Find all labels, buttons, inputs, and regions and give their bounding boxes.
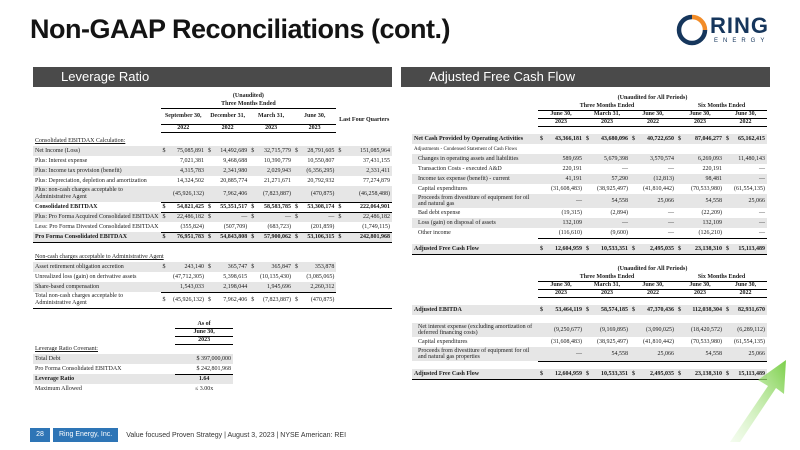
period-label: Three Months Ended [161,100,337,108]
col-year: 2022 [206,124,249,132]
table-row: Capital expenditures (31,608,483) (38,925,497) (41,810,442) (70,533,980) (61,554,135) [418,339,765,345]
table-row: Income tax expense (benefit) - current 41,191 57,290 (12,813) 98,481 — [412,174,767,184]
col-head: December 31, [210,112,246,119]
table-row: Asset retirement obligation accretion $ 243,140 $ 365,747 $ 365,847 $ 353,878 [33,262,392,272]
afcf-total-row: Adjusted Free Cash Flow $ 12,604,959 $ 10,533,351 $ 2,495,035 $ 23,138,310 $ 15,113,489 [412,369,767,379]
company-logo [676,14,776,48]
afcf-total-row: Adjusted Free Cash Flow $ 12,604,959 $ 10,533,351 $ 2,495,035 $ 23,138,310 $ 15,113,489 [412,244,767,254]
table-row: Proceeds from divestiture of equipment for oil and natural gas properties — 54,558 25,066 54,558 25,066 [412,347,767,361]
table-row: Share-based compensation 1,543,033 2,198,044 1,945,696 2,260,312 [33,282,392,292]
table-row: Transaction Costs - executed A&D 220,191 — — 220,191 — [418,166,765,172]
table-row: Plus: Pro Forma Acquired Consolidated EBITDAX $ 22,486,182 $ — $ — $ — $ 22,486,182 [35,214,390,221]
section-header-leverage: Leverage Ratio [33,67,392,87]
noncash-heading: Non-cash charges acceptable to Administrative Agent [35,254,164,260]
covenant-table: As of June 30, 2023 Leverage Ratio Covenant: Total Debt $ 397,000,000 Pro Forma Consolidated EBITDAX $ 242,801,968 Leverage Ratio 1.64 Maximum Allowed ≤ 3.00x [35,320,231,392]
table-row: Net interest expense (excluding amortization of deferred financing costs) (9,250,677) (9,169,895) (3,090,025) (18,420,572) (6,289,112) [412,323,767,337]
ring-logo-icon [676,14,708,46]
unaudited-label: (Unaudited) [232,93,264,99]
table-row: Maximum Allowed ≤ 3.00x [35,386,214,392]
footer [30,428,346,442]
table-row: Plus: Interest expense 7,021,381 9,468,688 10,390,779 10,550,807 37,431,155 [35,158,390,164]
table-row: Changes in operating assets and liabilities 589,695 5,679,398 3,570,574 6,269,093 11,480,143 [412,154,767,164]
table-row: Total non-cash charges acceptable to Administrative Agent $ (45,926,132) $ 7,962,406 $ (7,823,887) $ (470,875) [33,292,392,308]
table-row: Total Debt $ 397,000,000 [35,356,231,362]
col-head: September 30, [164,112,202,119]
table-row: Proceeds from divestiture of equipment for oil and natural gas — 54,558 25,066 54,558 25,066 [412,194,767,208]
table-row: Plus: non-cash charges acceptable to Administrative Agent (45,926,132) 7,962,406 (7,823,887) (470,875) (46,258,488) [35,187,390,200]
table-row: Pro Forma Consolidated EBITDAX $ 242,801,968 [35,365,231,372]
table-row: Other income (116,610) (9,600) — (126,210) — [418,229,765,236]
pro-forma-row: Pro Forma Consolidated EBITDAX $ 76,951,783 $ 54,843,808 $ 57,900,062 $ 53,106,315 $ 242,801,968 [35,233,390,240]
leverage-ratio-row: Leverage Ratio 1.64 [33,374,233,384]
leverage-table [33,92,392,309]
afcf-operating-table: (Unaudited for All Periods) Three Months Ended Six Months Ended June 30, March 31, June 30, June 30, June 30, 2023 2023 2022 2023 2022 Net Cash Provided by Operating Activities $ 43,366,181 $ 43,680,096 $ 40,722,650 $ 87,046,277 $ 65,162,415 Adjustments - Condensed Statement of Cash Flows Changes in operating assets and liabilities 589,695 5,679,398 3,570,574 6,269,093 11,480,143 Transaction Costs - executed A&D 220,191 — — 220,191 — Income tax expense (benefit) - current 41,191 57,290 (12,813) 98,481 — Capital expenditures (31,608,483) (38,925,497) (41,810,442) (70,533,980) (61,554,135) Proceeds from divestiture of equipment for oil and natural gas — 54,558 25,066 54,558 25,066 Bad debt expense (19,315) (2,894) — (22,209) — Loss (gain) on disposal of assets 132,109 — — 132,109 — Other income (116,610) (9,600) — (126,210) — Adjusted Free Cash Flow $ 12,604,959 $ 10,533,351 $ 2,495,035 $ 23,138,310 $ 15,113,489 [412,94,767,255]
table-row: Plus: Depreciation, depletion and amortization 14,324,502 20,885,774 21,271,671 20,792,932 77,274,879 [35,178,390,184]
table-row: Capital expenditures (31,608,483) (38,925,497) (41,810,442) (70,533,980) (61,554,135) [418,186,765,192]
logo-subtext: ENERGY [714,38,770,44]
company-name: Ring Energy, Inc. [53,428,118,442]
table-row: Loss (gain) on disposal of assets 132,109 — — 132,109 — [412,218,767,228]
afcf-ebitda-table: (Unaudited for All Periods) Three Months Ended Six Months Ended June 30, March 31, June 30, June 30, June 30, 2023 2023 2022 2023 2022 Adjusted EBITDA $ 53,464,119 $ 58,574,185 $ 47,370,436 $ 112,038,304 $ 82,931,670 Net interest expense (excluding amortization of deferred financing costs) (9,250,677) (9,169,895) (3,090,025) (18,420,572) (6,289,112) Capital expenditures (31,608,483) (38,925,497) (41,810,442) (70,533,980) (61,554,135) Proceeds from divestiture of equipment for oil and natural gas properties — 54,558 25,066 54,558 25,066 Adjusted Free Cash Flow $ 12,604,959 $ 10,533,351 $ 2,495,035 $ 23,138,310 $ 15,113,489 [412,265,767,380]
section-header-afcf: Adjusted Free Cash Flow [401,67,770,87]
page-title: Non-GAAP Reconciliations (cont.) [30,14,451,44]
footer-tagline: Value focused Proven Strategy | August 3, 2023 | NYSE American: REI [126,431,347,439]
col-head: June 30, [303,113,326,119]
table-row: Less: Pro Forma Divested Consolidated EBITDAX (355,824) (507,709) (683,723) (201,859) (1,749,115) [35,223,390,230]
table-row: Bad debt expense (19,315) (2,894) — (22,209) — [418,210,765,216]
col-year: 2022 [161,124,206,132]
table-row: Net Income (Loss) $ 75,085,891 $ 14,492,689 $ 32,715,779 $ 28,791,605 $ 151,085,964 [35,148,390,154]
col-head: Last Four Quarters [339,116,390,123]
net-cash-row: Net Cash Provided by Operating Activities $ 43,366,181 $ 43,680,096 $ 40,722,650 $ 87,046,277 $ 65,162,415 [414,136,765,142]
col-year: 2023 [249,124,293,132]
col-year: 2023 [293,124,336,132]
ebitdax-row: Consolidated EBITDAX $ 54,821,425 $ 55,351,517 $ 58,583,785 $ 53,308,174 $ 222,064,901 [35,204,390,210]
table-row: Plus: Income tax provision (benefit) 4,315,783 2,341,980 2,029,943 (6,356,295) 2,331,411 [35,168,390,174]
adjusted-ebitda-row: Adjusted EBITDA $ 53,464,119 $ 58,574,185 $ 47,370,436 $ 112,038,304 $ 82,931,670 [414,307,765,313]
table-row: Unrealized loss (gain) on derivative assets (47,712,305) 5,398,615 (10,135,430) (3,085,065) [35,274,335,280]
growth-arrow-icon [728,356,790,442]
col-head: March 31, [258,113,285,119]
logo-wordmark: RING [710,13,769,38]
page-number: 28 [30,428,50,442]
calc-label: Consolidated EBITDAX Calculation: [35,138,126,144]
